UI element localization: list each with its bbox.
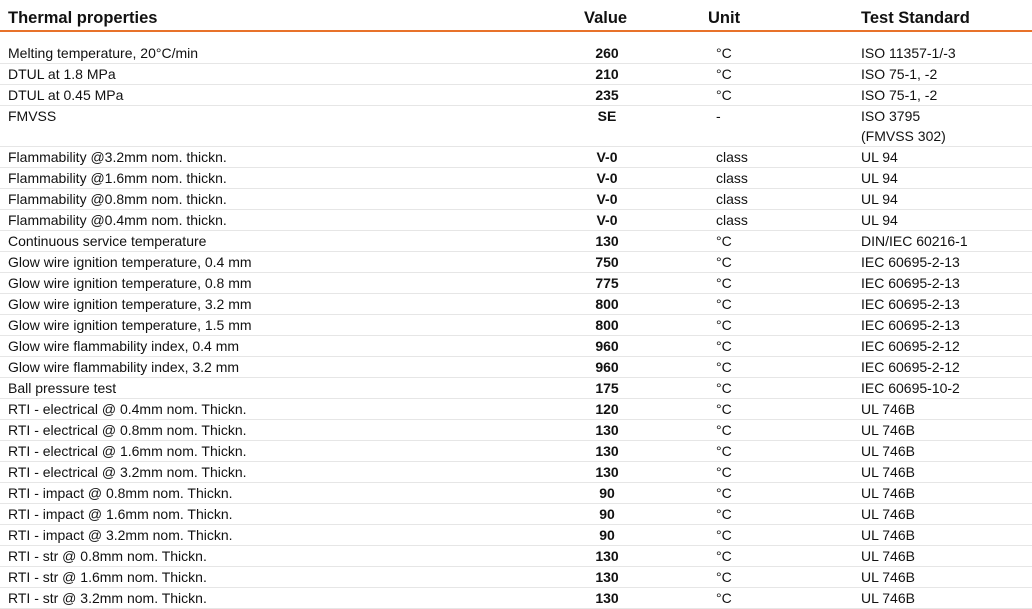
unit-cell: °C — [716, 590, 732, 606]
unit-cell: °C — [716, 401, 732, 417]
value-cell: 235 — [595, 87, 619, 103]
property-cell: Glow wire flammability index, 0.4 mm — [8, 338, 240, 354]
table-row — [0, 168, 1032, 189]
standard-line: UL 746B — [861, 590, 915, 606]
unit-cell: °C — [716, 254, 732, 270]
table-row — [0, 420, 1032, 441]
unit-cell: class — [716, 149, 748, 165]
property-cell: Glow wire flammability index, 3.2 mm — [8, 359, 240, 375]
table-row — [0, 546, 1032, 567]
standard-line: UL 746B — [861, 422, 915, 438]
table-row — [0, 567, 1032, 588]
table-row — [0, 147, 1032, 168]
table-row — [0, 189, 1032, 210]
standard-cell — [861, 189, 898, 209]
table-row — [0, 483, 1032, 504]
standard-line: ISO 11357-1/-3 — [861, 45, 956, 61]
property-cell: Flammability @0.4mm nom. thickn. — [8, 212, 227, 228]
standard-line: UL 746B — [861, 443, 915, 459]
unit-cell: °C — [716, 359, 732, 375]
standard-cell — [861, 252, 960, 272]
property-cell: RTI - str @ 3.2mm nom. Thickn. — [8, 590, 207, 606]
property-cell: Melting temperature, 20°C/min — [8, 45, 199, 61]
value-cell: 800 — [595, 296, 619, 312]
standard-line: UL 746B — [861, 401, 915, 417]
standard-line: ISO 75-1, -2 — [861, 66, 938, 82]
property-cell: FMVSS — [8, 108, 57, 124]
property-cell: DTUL at 0.45 MPa — [8, 87, 124, 103]
value-cell: 210 — [595, 66, 619, 82]
property-cell: RTI - electrical @ 1.6mm nom. Thickn. — [8, 443, 247, 459]
header-property: Thermal properties — [8, 9, 158, 27]
standard-cell — [861, 210, 898, 230]
value-cell: V-0 — [596, 212, 618, 228]
table-row — [0, 106, 1032, 147]
property-cell: RTI - impact @ 1.6mm nom. Thickn. — [8, 506, 233, 522]
property-cell: Ball pressure test — [8, 380, 117, 396]
value-cell: V-0 — [596, 170, 618, 186]
standard-cell — [861, 462, 915, 482]
value-cell: SE — [597, 108, 617, 124]
unit-cell: class — [716, 212, 748, 228]
table-row — [0, 525, 1032, 546]
standard-cell — [861, 336, 960, 356]
table-row — [0, 252, 1032, 273]
value-cell: 130 — [595, 548, 619, 564]
value-cell: 260 — [595, 45, 619, 61]
standard-line: UL 94 — [861, 191, 898, 207]
value-cell: 175 — [595, 380, 619, 396]
standard-cell — [861, 43, 956, 63]
unit-cell: °C — [716, 569, 732, 585]
property-cell: Flammability @1.6mm nom. thickn. — [8, 170, 227, 186]
property-cell: Glow wire ignition temperature, 1.5 mm — [8, 317, 252, 333]
value-cell: 800 — [595, 317, 619, 333]
value-cell: 120 — [595, 401, 619, 417]
standard-cell — [861, 399, 915, 419]
standard-cell — [861, 315, 960, 335]
standard-cell — [861, 273, 960, 293]
unit-cell: class — [716, 170, 748, 186]
unit-cell: °C — [716, 506, 732, 522]
unit-cell: °C — [716, 45, 732, 61]
table-row — [0, 64, 1032, 85]
standard-line: IEC 60695-2-13 — [861, 254, 960, 270]
property-cell: Glow wire ignition temperature, 0.4 mm — [8, 254, 252, 270]
standard-cell — [861, 231, 968, 251]
unit-cell: °C — [716, 443, 732, 459]
standard-line: ISO 3795 — [861, 108, 921, 124]
header-standard: Test Standard — [861, 9, 970, 27]
unit-cell: °C — [716, 422, 732, 438]
value-cell: V-0 — [596, 149, 618, 165]
unit-cell: °C — [716, 66, 732, 82]
standard-line: UL 94 — [861, 149, 898, 165]
property-cell: RTI - electrical @ 3.2mm nom. Thickn. — [8, 464, 247, 480]
property-cell: Glow wire ignition temperature, 0.8 mm — [8, 275, 252, 291]
table-row — [0, 462, 1032, 483]
standard-line: IEC 60695-2-13 — [861, 275, 960, 291]
unit-cell: °C — [716, 317, 732, 333]
table-row — [0, 441, 1032, 462]
standard-cell — [861, 85, 937, 105]
standard-cell — [861, 441, 915, 461]
value-cell: 130 — [595, 569, 619, 585]
property-cell: RTI - impact @ 0.8mm nom. Thickn. — [8, 485, 233, 501]
unit-cell: °C — [716, 527, 732, 543]
value-cell: 130 — [595, 233, 619, 249]
table-row — [0, 357, 1032, 378]
standard-cell — [861, 357, 960, 377]
table-row — [0, 43, 1032, 64]
table-row — [0, 231, 1032, 252]
standard-line: IEC 60695-2-13 — [861, 317, 960, 333]
standard-line: IEC 60695-10-2 — [861, 380, 960, 396]
standard-cell — [861, 294, 960, 314]
standard-cell — [861, 106, 946, 146]
table-row — [0, 273, 1032, 294]
standard-cell — [861, 588, 915, 608]
value-cell: V-0 — [596, 191, 618, 207]
table-row — [0, 85, 1032, 106]
standard-cell — [861, 378, 960, 398]
standard-cell — [861, 546, 915, 566]
table-row — [0, 294, 1032, 315]
standard-line: ISO 75-1, -2 — [861, 87, 938, 103]
standard-cell — [861, 168, 898, 188]
unit-cell: °C — [716, 464, 732, 480]
property-cell: Flammability @3.2mm nom. thickn. — [8, 149, 227, 165]
standard-cell — [861, 525, 915, 545]
table-body — [0, 32, 1032, 609]
table-row — [0, 378, 1032, 399]
unit-cell: °C — [716, 87, 732, 103]
value-cell: 750 — [595, 254, 619, 270]
standard-cell — [861, 420, 915, 440]
property-cell: RTI - electrical @ 0.4mm nom. Thickn. — [8, 401, 247, 417]
standard-line: UL 94 — [861, 170, 898, 186]
standard-line-2: (FMVSS 302) — [861, 128, 946, 144]
value-cell: 130 — [595, 464, 619, 480]
unit-cell: - — [716, 108, 721, 124]
value-cell: 960 — [595, 338, 619, 354]
header-value: Value — [584, 9, 628, 27]
unit-cell: °C — [716, 485, 732, 501]
unit-cell: °C — [716, 275, 732, 291]
unit-cell: °C — [716, 380, 732, 396]
unit-cell: °C — [716, 338, 732, 354]
standard-line: UL 746B — [861, 569, 915, 585]
standard-line: UL 746B — [861, 548, 915, 564]
unit-cell: °C — [716, 233, 732, 249]
value-cell: 775 — [595, 275, 619, 291]
unit-cell: °C — [716, 548, 732, 564]
table-row — [0, 588, 1032, 609]
value-cell: 130 — [595, 422, 619, 438]
value-cell: 960 — [595, 359, 619, 375]
standard-line: DIN/IEC 60216-1 — [861, 233, 968, 249]
value-cell: 130 — [595, 443, 619, 459]
standard-cell — [861, 567, 915, 587]
table-row — [0, 399, 1032, 420]
standard-line: UL 746B — [861, 527, 915, 543]
standard-cell — [861, 504, 915, 524]
property-cell: Glow wire ignition temperature, 3.2 mm — [8, 296, 252, 312]
table-row — [0, 504, 1032, 525]
standard-line: UL 746B — [861, 485, 915, 501]
property-cell: Flammability @0.8mm nom. thickn. — [8, 191, 227, 207]
standard-line: UL 94 — [861, 212, 898, 228]
unit-cell: class — [716, 191, 748, 207]
table-row — [0, 315, 1032, 336]
standard-cell — [861, 483, 915, 503]
standard-cell — [861, 147, 898, 167]
property-cell: RTI - impact @ 3.2mm nom. Thickn. — [8, 527, 233, 543]
standard-line: UL 746B — [861, 506, 915, 522]
property-cell: Continuous service temperature — [8, 233, 207, 249]
value-cell: 90 — [599, 485, 615, 501]
header-unit: Unit — [708, 9, 741, 27]
value-cell: 130 — [595, 590, 619, 606]
standard-line: IEC 60695-2-12 — [861, 359, 960, 375]
value-cell: 90 — [599, 527, 615, 543]
unit-cell: °C — [716, 296, 732, 312]
standard-cell — [861, 64, 937, 84]
standard-line: IEC 60695-2-13 — [861, 296, 960, 312]
table-row — [0, 336, 1032, 357]
property-cell: RTI - str @ 1.6mm nom. Thickn. — [8, 569, 207, 585]
property-cell: DTUL at 1.8 MPa — [8, 66, 116, 82]
standard-line: UL 746B — [861, 464, 915, 480]
standard-line: IEC 60695-2-12 — [861, 338, 960, 354]
property-cell: RTI - electrical @ 0.8mm nom. Thickn. — [8, 422, 247, 438]
value-cell: 90 — [599, 506, 615, 522]
property-cell: RTI - str @ 0.8mm nom. Thickn. — [8, 548, 207, 564]
table-header — [0, 0, 1032, 32]
table-row — [0, 210, 1032, 231]
